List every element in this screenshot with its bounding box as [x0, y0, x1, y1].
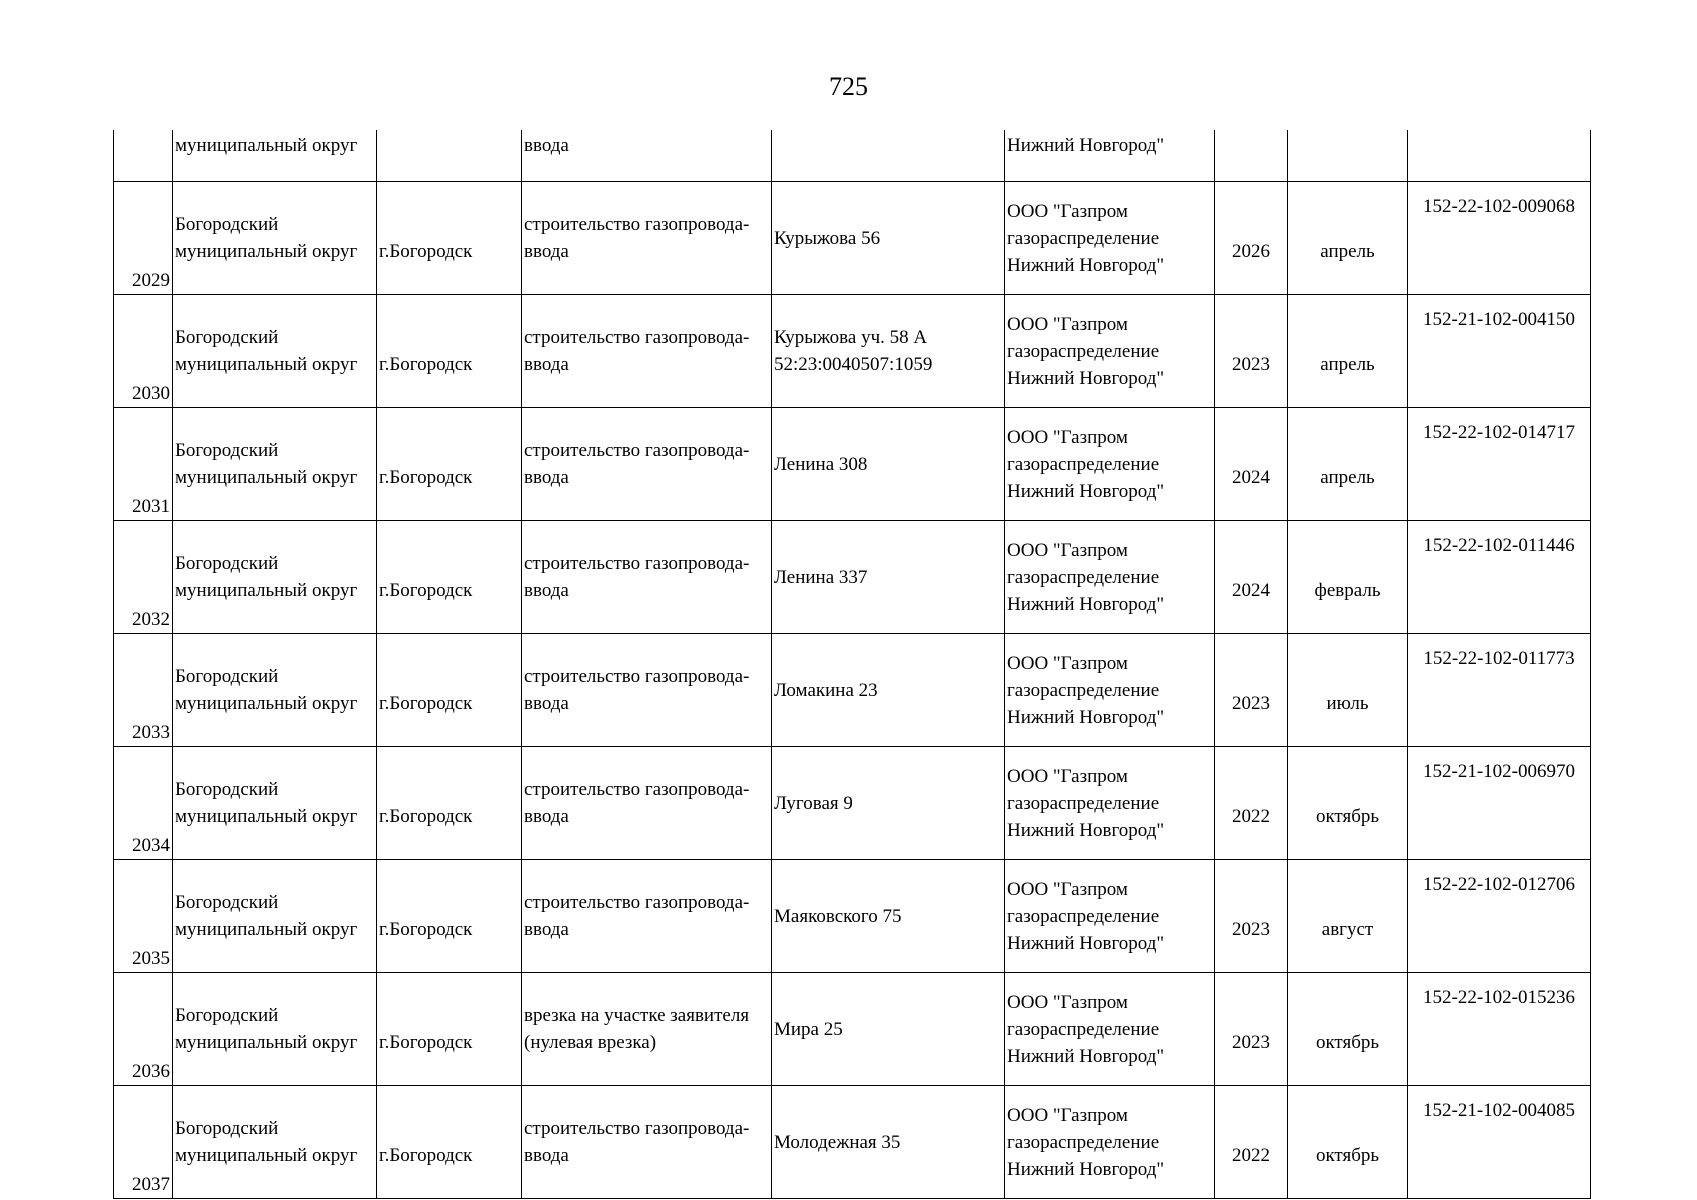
cell-month [1288, 521, 1408, 634]
cell-district [173, 295, 377, 408]
operator-line-2: газораспределение [1007, 453, 1160, 475]
table-row [114, 747, 1591, 860]
cell-work-type [522, 408, 772, 521]
locality: г.Богородск [379, 806, 473, 827]
month: февраль [1314, 580, 1381, 601]
operator-line-1: ООО "Газпром [1007, 991, 1128, 1013]
cell-year [1215, 860, 1288, 973]
district-line-1: Богородский [175, 553, 279, 574]
operator-line-1: ООО "Газпром [1007, 426, 1128, 448]
cell-address [772, 521, 1005, 634]
cell-num [114, 521, 173, 634]
row-number: 2032 [132, 609, 170, 630]
table-row [114, 295, 1591, 408]
district-line-2: муниципальный округ [175, 580, 358, 601]
cell-month [1288, 860, 1408, 973]
district-line-2: муниципальный округ [175, 693, 358, 714]
district-line-1: Богородский [175, 327, 279, 348]
operator-line-3: Нижний Новгород" [1007, 480, 1165, 502]
work-line-1: строительство газопровода- [524, 327, 750, 348]
cell-operator [1005, 634, 1215, 747]
cell-num [114, 130, 173, 182]
work-line-2: ввода [524, 580, 569, 601]
work-line-2: ввода [524, 1145, 569, 1166]
address-line-1: Курыжова уч. 58 А [774, 327, 928, 348]
cell-month [1288, 1086, 1408, 1199]
work-line-2: ввода [524, 693, 569, 714]
code: 152-22-102-015236 [1423, 987, 1575, 1008]
locality: г.Богородск [379, 580, 473, 601]
cell-operator [1005, 295, 1215, 408]
cell-locality [377, 860, 522, 973]
year: 2022 [1232, 806, 1270, 827]
work-line-1: строительство газопровода- [524, 892, 750, 913]
month: август [1321, 919, 1374, 940]
code: 152-21-102-004150 [1423, 309, 1575, 330]
cell-code [1408, 1086, 1591, 1199]
district-line-2: муниципальный округ [175, 1032, 358, 1053]
work-line-1: врезка на участке заявителя [524, 1005, 750, 1026]
cell-num [114, 973, 173, 1086]
cell-work-type [522, 295, 772, 408]
district-line-1: Богородский [175, 1118, 279, 1139]
cell-operator [1005, 1086, 1215, 1199]
district-line-1: Богородский [175, 214, 279, 235]
district-line-2: муниципальный округ [175, 354, 358, 375]
work-line-2: ввода [524, 241, 569, 262]
row-number: 2033 [132, 722, 170, 743]
operator-line-2: газораспределение [1007, 566, 1160, 588]
district-line-2: муниципальный округ [175, 806, 358, 827]
cell-code [1408, 634, 1591, 747]
address-line-1: Ломакина 23 [774, 679, 878, 701]
code: 152-21-102-004085 [1423, 1100, 1575, 1121]
cell-address [772, 973, 1005, 1086]
address-line-1: Курыжова 56 [774, 227, 881, 249]
table-row [114, 860, 1591, 973]
cell-work-type [522, 747, 772, 860]
row-number: 2034 [132, 835, 170, 856]
month: октябрь [1315, 1032, 1380, 1053]
month: июль [1326, 693, 1369, 714]
cell-address [772, 747, 1005, 860]
cell-num [114, 182, 173, 295]
address-line-1: Ленина 308 [774, 453, 868, 475]
cell-code [1408, 860, 1591, 973]
cell-num [114, 295, 173, 408]
month: апрель [1320, 467, 1375, 488]
locality: г.Богородск [379, 1145, 473, 1166]
year: 2022 [1232, 1145, 1270, 1166]
page-number: 725 [829, 72, 868, 101]
cell-operator [1005, 521, 1215, 634]
cell-locality [377, 973, 522, 1086]
table-row [114, 1086, 1591, 1199]
cell-month [1288, 130, 1408, 182]
operator-line-2: газораспределение [1007, 340, 1160, 362]
cell-month [1288, 182, 1408, 295]
cell-locality [377, 1086, 522, 1199]
cell-work-type [522, 1086, 772, 1199]
cell-address [772, 408, 1005, 521]
cell-code [1408, 130, 1591, 182]
operator-line-1: ООО "Газпром [1007, 539, 1128, 561]
cell-operator [1005, 182, 1215, 295]
cell-num [114, 634, 173, 747]
month: апрель [1320, 241, 1375, 262]
operator-line-2: газораспределение [1007, 679, 1160, 701]
cell-num [114, 1086, 173, 1199]
operator-line-3: Нижний Новгород" [1007, 1158, 1165, 1180]
code: 152-22-102-014717 [1423, 422, 1575, 443]
operator-line-1: ООО "Газпром [1007, 765, 1128, 787]
locality: г.Богородск [379, 354, 473, 375]
cell-address [772, 1086, 1005, 1199]
district-line-2: муниципальный округ [175, 241, 358, 262]
continuation-row [114, 130, 1591, 182]
year: 2023 [1232, 919, 1270, 940]
cell-year [1215, 634, 1288, 747]
cell-operator: Нижний Новгород" [1005, 130, 1215, 182]
operator-line-2: газораспределение [1007, 227, 1160, 249]
operator-line-3: Нижний Новгород" [1007, 706, 1165, 728]
row-number: 2029 [132, 270, 170, 291]
operator-line-3: Нижний Новгород" [1007, 254, 1165, 276]
cell-operator [1005, 973, 1215, 1086]
work-line-1: строительство газопровода- [524, 214, 750, 235]
address-line-2: 52:23:0040507:1059 [774, 354, 933, 375]
cell-district [173, 1086, 377, 1199]
table-row [114, 408, 1591, 521]
address-line-1: Ленина 337 [774, 566, 868, 588]
work-line-2: (нулевая врезка) [524, 1032, 657, 1053]
cell-work-type [522, 182, 772, 295]
operator-line-3: Нижний Новгород" [1007, 367, 1165, 389]
operator-line-1: ООО "Газпром [1007, 200, 1128, 222]
cell-district [173, 521, 377, 634]
district-line-2: муниципальный округ [175, 919, 358, 940]
cell-work-type: ввода [522, 130, 772, 182]
cell-address [772, 182, 1005, 295]
cell-code [1408, 521, 1591, 634]
cell-locality [377, 634, 522, 747]
cell-address [772, 860, 1005, 973]
month: октябрь [1315, 806, 1380, 827]
address-line-1: Молодежная 35 [774, 1131, 901, 1153]
work-line-2: ввода [524, 806, 569, 827]
year: 2026 [1232, 241, 1270, 262]
cell-year [1215, 521, 1288, 634]
cell-operator [1005, 860, 1215, 973]
operator-line-2: газораспределение [1007, 1131, 1160, 1153]
cell-address [772, 130, 1005, 182]
operator-line-1: ООО "Газпром [1007, 878, 1128, 900]
year: 2023 [1232, 1032, 1270, 1053]
cell-operator [1005, 747, 1215, 860]
locality: г.Богородск [379, 919, 473, 940]
year: 2023 [1232, 693, 1270, 714]
month: апрель [1320, 354, 1375, 375]
work-line-2: ввода [524, 467, 569, 488]
cell-work-type [522, 860, 772, 973]
operator-line-1: ООО "Газпром [1007, 652, 1128, 674]
cell-year [1215, 973, 1288, 1086]
cell-work-type [522, 521, 772, 634]
address-line-1: Мира 25 [774, 1018, 843, 1040]
operator-line-1: ООО "Газпром [1007, 1104, 1128, 1126]
cell-year [1215, 1086, 1288, 1199]
cell-district [173, 634, 377, 747]
table-row [114, 182, 1591, 295]
work-line-2: ввода [524, 354, 569, 375]
cell-district: муниципальный округ [173, 130, 377, 182]
operator-line-3: Нижний Новгород" [1007, 819, 1165, 841]
cell-code [1408, 295, 1591, 408]
row-number: 2031 [132, 496, 170, 517]
cell-work-type [522, 634, 772, 747]
year: 2024 [1232, 580, 1270, 601]
locality: г.Богородск [379, 241, 473, 262]
operator-line-3: Нижний Новгород" [1007, 932, 1165, 954]
cell-year [1215, 182, 1288, 295]
row-number: 2035 [132, 948, 170, 969]
district-line-1: Богородский [175, 779, 279, 800]
cell-code [1408, 973, 1591, 1086]
operator-line-2: газораспределение [1007, 905, 1160, 927]
operator-line-2: газораспределение [1007, 792, 1160, 814]
address-line-1: Маяковского 75 [774, 905, 902, 927]
cell-locality [377, 747, 522, 860]
table-row [114, 521, 1591, 634]
locality: г.Богородск [379, 467, 473, 488]
district-line-1: Богородский [175, 440, 279, 461]
cell-num [114, 747, 173, 860]
cell-code [1408, 747, 1591, 860]
cell-month [1288, 747, 1408, 860]
cell-address [772, 295, 1005, 408]
cell-num [114, 408, 173, 521]
district-line-1: Богородский [175, 1005, 279, 1026]
code: 152-22-102-009068 [1423, 196, 1575, 217]
address-line-1: Луговая 9 [774, 792, 853, 814]
work-line-1: строительство газопровода- [524, 779, 750, 800]
cell-code [1408, 182, 1591, 295]
operator-line-1: ООО "Газпром [1007, 313, 1128, 335]
operator-line-3: Нижний Новгород" [1007, 1045, 1165, 1067]
district-line-2: муниципальный округ [175, 1145, 358, 1166]
cell-address [772, 634, 1005, 747]
code: 152-22-102-011446 [1423, 535, 1575, 556]
table-row [114, 634, 1591, 747]
code: 152-22-102-012706 [1423, 874, 1575, 895]
code: 152-22-102-011773 [1423, 648, 1575, 669]
table-row [114, 973, 1591, 1086]
cell-year [1215, 295, 1288, 408]
row-number: 2037 [132, 1174, 170, 1195]
work-line-2: ввода [524, 919, 569, 940]
work-line-1: строительство газопровода- [524, 666, 750, 687]
district-line-1: Богородский [175, 892, 279, 913]
row-number: 2036 [132, 1061, 170, 1082]
row-number: 2030 [132, 383, 170, 404]
cell-district [173, 973, 377, 1086]
locality: г.Богородск [379, 1032, 473, 1053]
cell-month [1288, 634, 1408, 747]
cell-operator [1005, 408, 1215, 521]
cell-locality [377, 295, 522, 408]
locality: г.Богородск [379, 693, 473, 714]
cell-district [173, 747, 377, 860]
cell-code [1408, 408, 1591, 521]
cell-locality [377, 130, 522, 182]
cell-year [1215, 408, 1288, 521]
operator-line-3: Нижний Новгород" [1007, 593, 1165, 615]
cell-num [114, 860, 173, 973]
cell-locality [377, 182, 522, 295]
year: 2023 [1232, 354, 1270, 375]
cell-year [1215, 130, 1288, 182]
cell-work-type [522, 973, 772, 1086]
cell-locality [377, 521, 522, 634]
district-line-1: Богородский [175, 666, 279, 687]
code: 152-21-102-006970 [1423, 761, 1575, 782]
cell-month [1288, 973, 1408, 1086]
month: октябрь [1315, 1145, 1380, 1166]
operator-line-2: газораспределение [1007, 1018, 1160, 1040]
work-line-1: строительство газопровода- [524, 1118, 750, 1139]
cell-district [173, 860, 377, 973]
cell-month [1288, 295, 1408, 408]
cell-district [173, 408, 377, 521]
cell-district [173, 182, 377, 295]
cell-locality [377, 408, 522, 521]
year: 2024 [1232, 467, 1270, 488]
work-line-1: строительство газопровода- [524, 553, 750, 574]
gasification-table [113, 130, 1591, 1199]
work-line-1: строительство газопровода- [524, 440, 750, 461]
district-line-2: муниципальный округ [175, 467, 358, 488]
cell-month [1288, 408, 1408, 521]
cell-year [1215, 747, 1288, 860]
